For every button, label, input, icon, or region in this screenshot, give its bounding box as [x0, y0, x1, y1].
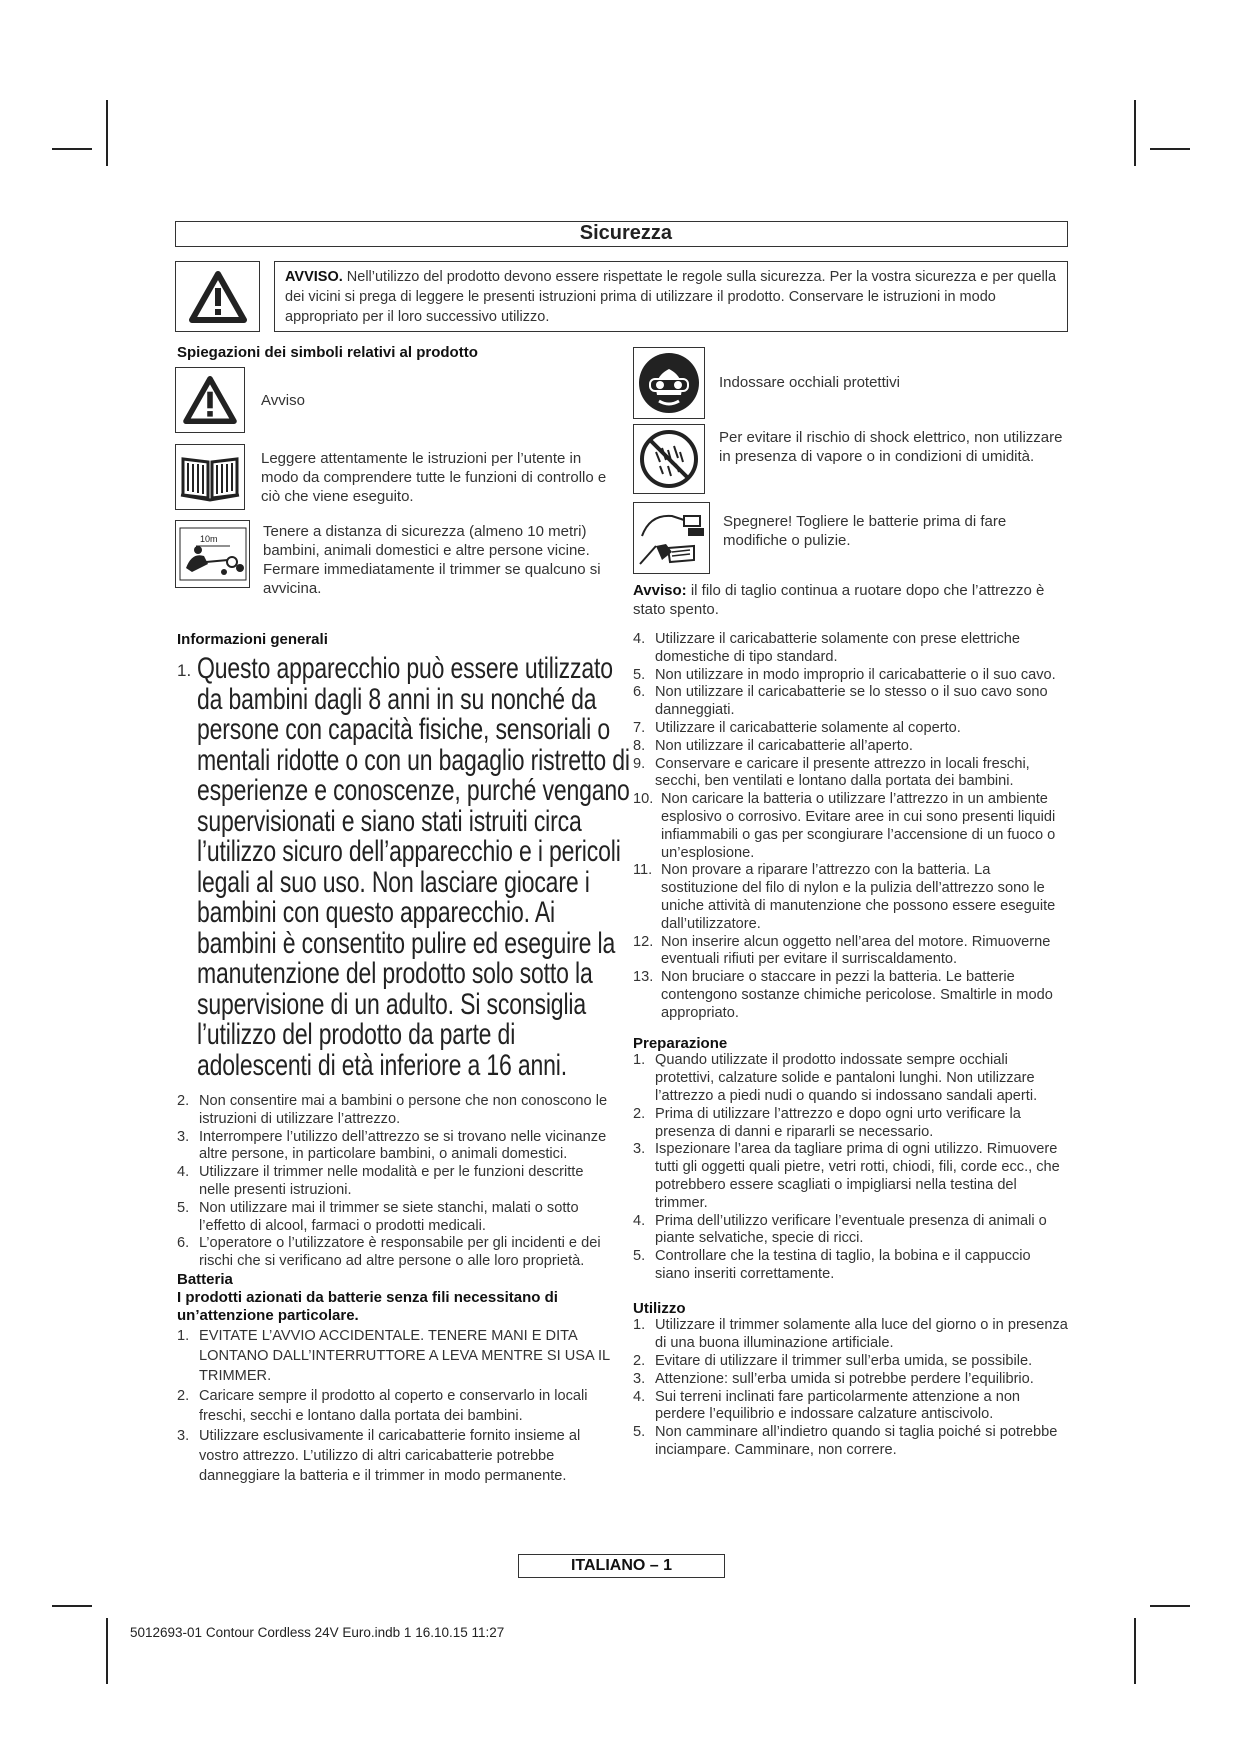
crop-mark [1150, 1605, 1190, 1607]
list-item [633, 720, 1069, 738]
item-number: 6. [633, 684, 646, 701]
distance-label: 10m [199, 534, 218, 544]
item-text: Prima dell’utilizzo verificare l’eventuale presenza di animali o piante selvatiche, specie di ricci. [655, 1212, 1047, 1247]
warning-lead: AVVISO. [285, 269, 343, 285]
item-text: EVITATE L’AVVIO ACCIDENTALE. TENERE MANI E DITA LONTANO DALL’INTERRUTTORE A LEVA MENTRE SI USA IL TRIMMER. [199, 1328, 610, 1385]
list-item [177, 1129, 617, 1165]
list-item [633, 934, 1069, 970]
item-number: 1. [633, 1317, 646, 1334]
print-slug: 5012693-01 Contour Cordless 24V Euro.indb 1 16.10.15 11:27 [130, 1625, 505, 1640]
item-text: Non caricare la batteria o utilizzare l’attrezzo in un ambiente esplosivo o corrosivo. Evitare aree in cui sono presenti liquidi infiammabili o gas per scongiurare l’accensione di un fuoco o un’esplosione. [661, 791, 1056, 861]
item-text: Conservare e caricare il presente attrezzo in locali freschi, secchi, ben ventilati e lontano dalla portata dei bambini. [655, 755, 1030, 790]
no-rain-icon [633, 424, 705, 494]
item-number: 2. [633, 1105, 646, 1122]
item-number: 4. [633, 1212, 646, 1229]
list-item [633, 1424, 1069, 1460]
item-number: 3. [177, 1428, 190, 1445]
item-text: Utilizzare il trimmer nelle modalità e per le funzioni descritte nelle presenti istruzioni. [199, 1164, 584, 1198]
item-text: Ispezionare l’area da tagliare prima di ogni utilizzo. Rimuovere tutti gli oggetti quali pietre, vetri rotti, chiodi, fili, corde ecc., che potrebbero essere scagliati o impigliarsi nella testina del trimmer. [655, 1141, 1060, 1211]
item-text: Sui terreni inclinati fare particolarmente attenzione a non perdere l’equilibrio e indossare calzature antiscivolo. [655, 1388, 1021, 1423]
item-number: 5. [633, 1424, 646, 1441]
item-text: Evitare di utilizzare il trimmer sull’erba umida, se possibile. [655, 1353, 1033, 1370]
crop-mark [1150, 148, 1190, 150]
item-text: Non utilizzare il caricabatterie se lo stesso o il suo cavo sono danneggiati. [655, 684, 1048, 719]
crop-mark [106, 1618, 108, 1684]
list-item [177, 1200, 617, 1236]
crop-mark [1134, 100, 1136, 166]
symbol-text: Leggere attentamente le istruzioni per l’utente in modo da comprendere tutte le funzioni di controllo e ciò che viene eseguito. [261, 450, 607, 505]
item-number: 7. [633, 719, 646, 736]
crop-mark [52, 148, 92, 150]
item-number: 2. [177, 1093, 190, 1109]
list-item [633, 684, 1069, 720]
item-text: Utilizzare il caricabatterie solamente con prese elettriche domestiche di tipo standard. [655, 631, 1021, 665]
item-number: 2. [633, 1353, 646, 1370]
safety-goggles-icon [633, 347, 705, 419]
warning-body: Nell’utilizzo del prodotto devono essere rispettate le regole sulla sicurezza. Per la vostra sicurezza e per quella dei vicini si prega di leggere le presenti istruzioni prima di utilizzare il prodotto. Conservare le istruzioni in modo appropriato per il loro successivo utilizzo. [285, 269, 1057, 325]
list-item [177, 1093, 617, 1129]
item-number: 1. [177, 1328, 190, 1345]
list-item [633, 1353, 1069, 1371]
crop-mark [106, 100, 108, 166]
list-item [633, 1389, 1069, 1425]
list-item [633, 969, 1069, 1022]
list-item [633, 1141, 1069, 1212]
item-number: 13. [633, 969, 654, 986]
remove-battery-icon [633, 502, 710, 574]
item-number: 6. [177, 1235, 190, 1252]
item-number: 3. [177, 1128, 190, 1145]
list-item [633, 1248, 1069, 1284]
preparation-heading: Preparazione [633, 1034, 728, 1052]
symbol-text: Spegnere! Togliere le batterie prima di fare modifiche o pulizie. [723, 513, 1007, 549]
item-number: 8. [633, 737, 646, 754]
symbol-row [175, 367, 625, 433]
list-item [633, 862, 1069, 933]
symbol-row [633, 502, 1073, 574]
cutting-line-note [633, 581, 1063, 619]
item-text: L’operatore o l’utilizzatore è responsabile per gli incidenti e dei rischi che si verificano ad altre persone o alle loro proprietà. [199, 1235, 601, 1270]
item-number: 3. [633, 1370, 646, 1387]
symbol-row [175, 444, 625, 510]
distance-10m-icon [175, 520, 250, 588]
right-list [633, 631, 1069, 1460]
list-item [633, 738, 1069, 756]
item-number: 12. [633, 933, 654, 950]
item-text: Controllare che la testina di taglio, la bobina e il cappuccio siano inseriti correttamente. [655, 1248, 1031, 1282]
item-text: Utilizzare esclusivamente il caricabatterie fornito insieme al vostro attrezzo. L’utilizzo di altri caricabatterie potrebbe danneggiare la batteria e il trimmer in modo permanente. [199, 1428, 581, 1485]
list-item [633, 756, 1069, 792]
warning-text-box [274, 261, 1068, 332]
item-number: 4. [633, 1388, 646, 1405]
symbol-text: Avviso [261, 392, 305, 409]
item-text: Interrompere l’utilizzo dell’attrezzo se si trovano nelle vicinanze altre persone, in particolare bambini, o animali domestici. [199, 1128, 607, 1163]
list-item [177, 1386, 617, 1426]
item-text: Non bruciare o staccare in pezzi la batteria. Le batterie contengono sostanze chimiche pericolose. Smaltirle in modo appropriato. [661, 969, 1053, 1021]
item-number: 5. [633, 1248, 646, 1265]
item-text: Caricare sempre il prodotto al coperto e conservarlo in locali freschi, secchi e lontano dalla portata dei bambini. [199, 1388, 588, 1425]
battery-heading: Batteria [177, 1270, 233, 1288]
list-item [633, 1371, 1069, 1389]
crop-mark [52, 1605, 92, 1607]
page-footer-label: ITALIANO – 1 [518, 1554, 725, 1578]
page-title: Sicurezza [175, 221, 1068, 247]
battery-subheading: I prodotti azionati da batterie senza fili necessitano di un’attenzione particolare. [177, 1288, 558, 1324]
symbols-heading: Spiegazioni dei simboli relativi al prodotto [177, 344, 478, 361]
item-number: 2. [177, 1388, 190, 1405]
list-item [177, 1426, 617, 1486]
list-item [177, 1164, 617, 1200]
warning-block [175, 261, 1068, 332]
list-item [633, 631, 1069, 667]
item-number: 5. [177, 1199, 190, 1216]
symbol-row [175, 520, 625, 597]
warning-triangle-icon [175, 261, 260, 332]
item-number: 11. [633, 862, 653, 879]
symbol-text: Per evitare il rischio di shock elettrico, non utilizzare in presenza di vapore o in condizioni di umidità. [719, 429, 1063, 465]
item-text: Quando utilizzate il prodotto indossate sempre occhiali protettivi, calzature solide e pantaloni lunghi. Non utilizzare l’attrezzo a piedi nudi o quando si indossano sandali aperti. [655, 1052, 1038, 1104]
list-item [633, 1213, 1069, 1249]
note-text: il filo di taglio continua a ruotare dopo che l’attrezzo è stato spento. [633, 582, 1045, 618]
general-item-1 [177, 652, 630, 1094]
general-heading: Informazioni generali [177, 631, 328, 648]
item-text: Non inserire alcun oggetto nell’area del motore. Rimuoverne eventuali rifiuti per evitare il surriscaldamento. [661, 933, 1051, 968]
item-text: Prima di utilizzare l’attrezzo e dopo ogni urto verificare la presenza di danni e ripararli se necessario. [655, 1105, 1021, 1140]
item-number: 4. [633, 631, 646, 647]
crop-mark [1134, 1618, 1136, 1684]
note-lead: Avviso: [633, 582, 687, 599]
symbol-text: Tenere a distanza di sicurezza (almeno 10 metri) bambini, animali domestici e altre persone vicine. Fermare immediatamente il trimmer se qualcuno si avvicina. [263, 523, 601, 597]
item-number: 5. [633, 666, 646, 683]
item-text: Questo apparecchio può essere utilizzato da bambini dagli 8 anni in su nonché da persone con capacità fisiche, sensoriali o mentali ridotte o con un bagaglio ristretto di esperienze e conoscenze, purché vengano supervisionati e siano stati istruiti circa l’utilizzo sicuro dell’apparecchio e i pericoli legali al suo uso. Non lasciare giocare i bambini con questo apparecchio. Ai bambini è consentito pulire ed eseguire la manutenzione del prodotto solo sotto la supervisione di un adulto. Si sconsiglia l’utilizzo del prodotto da parte di adolescenti di età inferiore a 16 anni. [197, 652, 630, 1082]
list-item [633, 1052, 1069, 1105]
item-number: 1. [177, 661, 192, 680]
item-text: Non utilizzare in modo improprio il caricabatterie o il suo cavo. [655, 666, 1056, 683]
item-text: Non camminare all’indietro quando si taglia poiché si potrebbe inciampare. Camminare, non correre. [655, 1424, 1058, 1459]
item-text: Utilizzare il caricabatterie solamente al coperto. [655, 719, 961, 736]
item-text: Non utilizzare il caricabatterie all’aperto. [655, 737, 913, 754]
symbol-row [633, 347, 1073, 419]
symbol-row [633, 424, 1073, 494]
manual-book-icon [175, 444, 245, 510]
list-item [177, 1326, 617, 1386]
list-item [633, 1106, 1069, 1142]
general-list [177, 1093, 617, 1486]
item-text: Non provare a riparare l’attrezzo con la batteria. La sostituzione del filo di nylon e la pulizia dell’attrezzo sono le uniche attività di manutenzione che possono essere eseguite dall’utilizzatore. [661, 862, 1056, 932]
item-number: 1. [633, 1052, 646, 1069]
item-number: 10. [633, 791, 654, 808]
item-text: Non consentire mai a bambini o persone che non conoscono le istruzioni di utilizzare l’attrezzo. [199, 1093, 608, 1127]
list-item [633, 791, 1069, 862]
item-number: 9. [633, 755, 646, 772]
symbol-text: Indossare occhiali protettivi [719, 374, 900, 391]
item-number: 4. [177, 1164, 190, 1181]
item-text: Utilizzare il trimmer solamente alla luce del giorno o in presenza di una buona illuminazione artificiale. [655, 1317, 1068, 1352]
warning-triangle-icon [175, 367, 245, 433]
item-text: Attenzione: sull’erba umida si potrebbe perdere l’equilibrio. [655, 1370, 1034, 1387]
list-item [177, 1235, 617, 1271]
list-item [633, 667, 1069, 685]
list-item [633, 1317, 1069, 1353]
item-text: Non utilizzare mai il trimmer se siete stanchi, malati o sotto l’effetto di alcool, farmaci o prodotti medicali. [199, 1199, 579, 1234]
item-number: 3. [633, 1141, 646, 1158]
use-heading: Utilizzo [633, 1299, 686, 1317]
